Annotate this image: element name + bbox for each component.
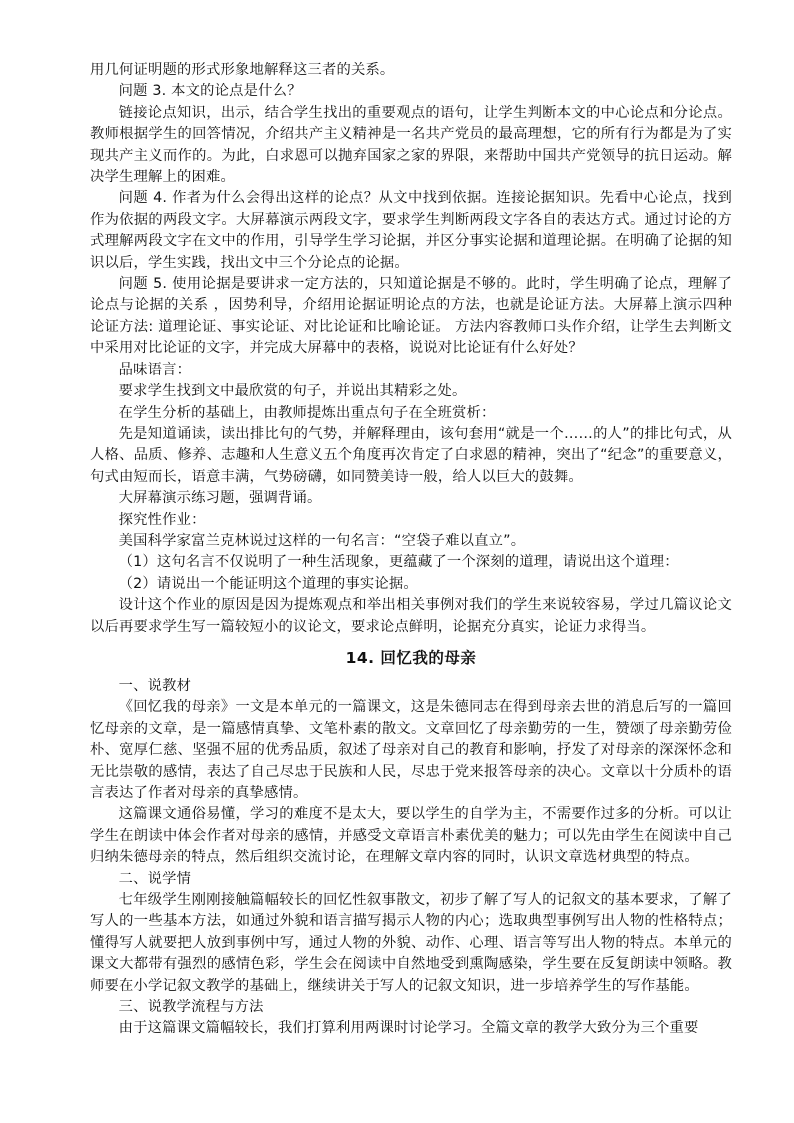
question-4: 问题 4. 作者为什么会得出这样的论点？从文中找到依据。连接论据知识。先看中心论点，找到作为依据的两段文字。大屏幕演示两段文字，要求学生判断两段文字各自的表达方式。通过讨论的方式理解两段文字在文中的作用，引导学生学习论据，并区分事实论据和道理论据。在明确了论据的知识以后，学生实践，找出文中三个分论点的论据。 — [90, 190, 732, 271]
paragraph-process: 由于这篇课文篇幅较长，我们打算利用两课时讨论学习。全篇文章的教学大致分为三个重要 — [118, 1020, 699, 1037]
paragraph-analysis: 在学生分析的基础上，由教师提炼出重点句子在全班赏析： — [118, 404, 496, 421]
paragraph-favorite-sentence: 要求学生找到文中最欣赏的句子，并说出其精彩之处。 — [118, 383, 467, 400]
paragraph-quote: 美国科学家富兰克林说过这样的一句名言：“空袋子难以直立”。 — [118, 532, 526, 549]
heading-process: 三、说教学流程与方法 — [118, 999, 264, 1016]
question-3: 问题 3. 本文的论点是什么？ — [118, 83, 302, 100]
heading-textbook: 一、说教材 — [118, 677, 192, 694]
homework-item-1: （1）这句名言不仅说明了一种生活现象，更蕴藏了一个深刻的道理，请说出这个道理： — [118, 554, 679, 571]
paragraph-textbook-1: 《回忆我的母亲》一文是本单元的一篇课文，这是朱德同志在得到母亲去世的消息后写的一篇回忆母亲的文章，是一篇感情真挚、文笔朴素的散文。文章回忆了母亲勤劳的一生，赞颂了母亲勤劳俭朴、宽厚仁慈、坚强不屈的优秀品质，叙述了母亲对自己的教育和影响，抒发了对母亲的深深怀念和无比崇敬的感情，表达了自己尽忠于民族和人民，尽忠于党来报答母亲的决心。文章以十分质朴的语言表达了作者对母亲的真挚感情。 — [90, 699, 732, 801]
heading-students: 二、说学情 — [118, 870, 192, 887]
homework-item-2: （2）请说出一个能证明这个道理的事实论据。 — [118, 575, 418, 592]
section-title: 14. 回忆我的母亲 — [345, 648, 477, 667]
document-page — [90, 60, 732, 1040]
paragraph-parallelism: 先是知道诵读，读出排比句的气势，并解释理由，该句套用“就是一个……的人”的排比句式，从人格、品质、修养、志趣和人生意义五个角度再次肯定了白求恩的精神，突出了“纪念”的重要意义，句式由短而长，语意丰满，气势磅礴，如同赞美诗一般，给人以巨大的鼓舞。 — [90, 425, 732, 485]
paragraph-thesis: 链接论点知识，出示，结合学生找出的重要观点的语句，让学生判断本文的中心论点和分论点。教师根据学生的回答情况，介绍共产主义精神是一名共产党员的最高理想，它的所有行为都是为了实现共产主义而作的。为此，白求恩可以抛弃国家之家的界限，来帮助中国共产党领导的抗日运动。解决学生理解上的困难。 — [90, 104, 732, 186]
heading-language: 品味语言： — [118, 361, 192, 378]
paragraph-design-reason: 设计这个作业的原因是因为提炼观点和举出相关事例对我们的学生来说较容易，学过几篇议论文以后再要求学生写一篇较短小的议论文，要求论点鲜明，论据充分真实，论证力求得当。 — [90, 597, 732, 635]
paragraph-textbook-2: 这篇课文通俗易懂，学习的难度不是太大，要以学生的自学为主，不需要作过多的分析。可以让学生在朗读中体会作者对母亲的感情，并感受文章语言朴素优美的魅力；可以先由学生在阅读中自己归纳朱德母亲的特点，然后组织交流讨论，在理解文章内容的同时，认识文章选材典型的特点。 — [90, 806, 732, 866]
question-5: 问题 5. 使用论据是要讲求一定方法的，只知道论据是不够的。此时，学生明确了论点，理解了论点与论据的关系 ，因势利导，介绍用论据证明论点的方法，也就是论证方法。大屏幕上演示四种论证方法: 道理论证、事实论证、对比论证和比喻论证。 方法内容教师口头作介绍，让学生去判断文中采用对比论证的文字，并完成大屏幕中的表格，说说对比论证有什么好处？ — [90, 276, 732, 357]
paragraph-exercise: 大屏幕演示练习题，强调背诵。 — [118, 490, 322, 507]
heading-homework: 探究性作业： — [118, 511, 206, 528]
paragraph-continuation: 用几何证明题的形式形象地解释这三者的关系。 — [90, 62, 395, 78]
paragraph-students: 七年级学生刚刚接触篇幅较长的回忆性叙事散文，初步了解了写人的记叙文的基本要求，了解了写人的一些基本方法，如通过外貌和语言描写揭示人物的内心；选取典型事例写出人物的性格特点；懂得写人就要把人放到事例中写，通过人物的外貌、动作、心理、语言等写出人物的特点。本单元的课文大都带有强烈的感情色彩，学生会在阅读中自然地受到熏陶感染，学生要在反复朗读中领略。教师要在小学记叙文教学的基础上，继续讲关于写人的记叙文知识，进一步培养学生的写作基能。 — [90, 892, 732, 994]
